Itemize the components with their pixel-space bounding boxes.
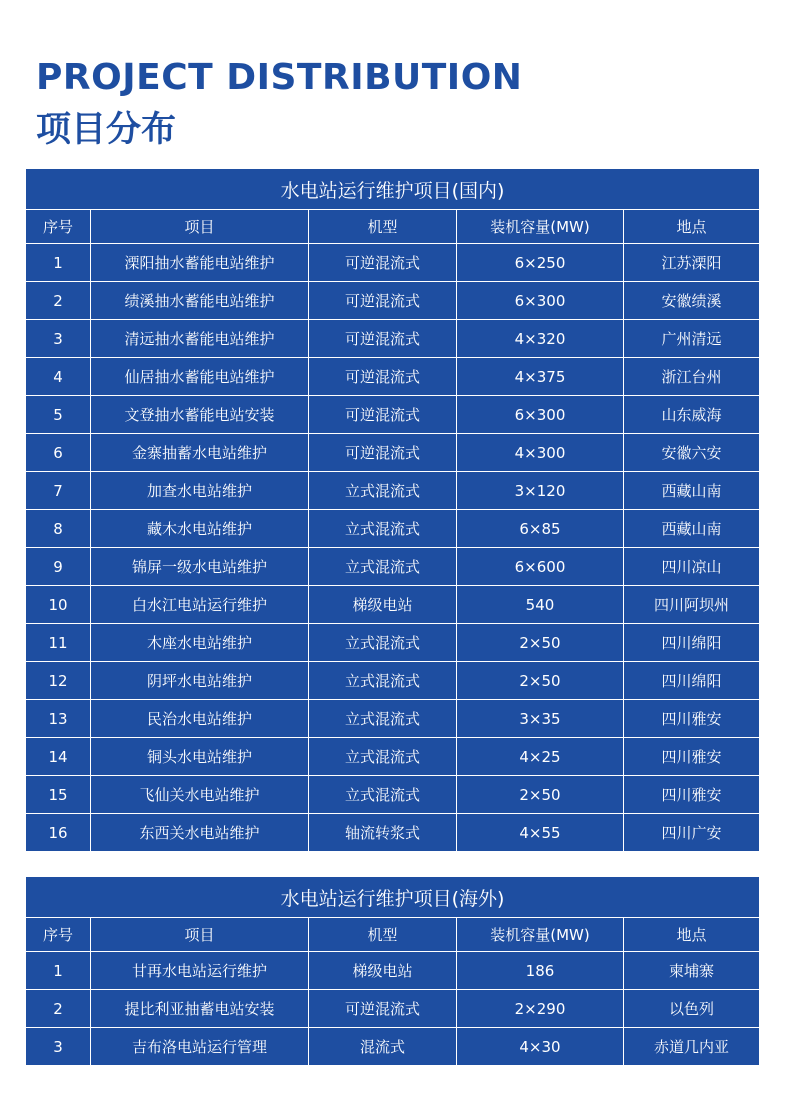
header-row [26,918,760,952]
cell-model: 轴流转浆式 [309,814,457,852]
domestic-projects-table [25,168,759,852]
cell-project: 溧阳抽水蓄能电站维护 [91,244,309,282]
cell-index: 9 [26,548,91,586]
cell-capacity: 4×320 [457,320,624,358]
cell-location: 四川凉山 [624,548,760,586]
cell-model: 立式混流式 [309,700,457,738]
cell-index: 13 [26,700,91,738]
table-title: 水电站运行维护项目(海外) [26,877,760,918]
cell-capacity: 3×120 [457,472,624,510]
cell-model: 可逆混流式 [309,320,457,358]
cell-model: 立式混流式 [309,776,457,814]
table-row [26,776,760,814]
cell-location: 山东威海 [624,396,760,434]
cell-project: 提比利亚抽蓄电站安装 [91,990,309,1028]
table-row [26,990,760,1028]
cell-location: 柬埔寨 [624,952,760,990]
table-row [26,282,760,320]
cell-index: 14 [26,738,91,776]
cell-index: 2 [26,990,91,1028]
cell-location: 四川雅安 [624,700,760,738]
column-header-location: 地点 [624,210,760,244]
cell-location: 浙江台州 [624,358,760,396]
cell-model: 立式混流式 [309,624,457,662]
cell-index: 10 [26,586,91,624]
cell-index: 3 [26,320,91,358]
page-title-cn: 项目分布 [36,110,177,150]
table-row [26,662,760,700]
cell-capacity: 6×300 [457,396,624,434]
cell-capacity: 2×50 [457,624,624,662]
cell-capacity: 4×375 [457,358,624,396]
cell-location: 四川绵阳 [624,624,760,662]
table-row [26,738,760,776]
cell-location: 江苏溧阳 [624,244,760,282]
cell-location: 西藏山南 [624,510,760,548]
cell-capacity: 6×300 [457,282,624,320]
cell-model: 立式混流式 [309,662,457,700]
cell-capacity: 6×600 [457,548,624,586]
table-row [26,548,760,586]
table-row [26,952,760,990]
cell-capacity: 2×50 [457,662,624,700]
table-row [26,472,760,510]
table-row [26,624,760,662]
table-row [26,358,760,396]
cell-project: 白水江电站运行维护 [91,586,309,624]
cell-location: 赤道几内亚 [624,1028,760,1066]
column-header-index: 序号 [26,918,91,952]
cell-project: 木座水电站维护 [91,624,309,662]
cell-model: 可逆混流式 [309,396,457,434]
cell-index: 12 [26,662,91,700]
cell-project: 绩溪抽水蓄能电站维护 [91,282,309,320]
cell-index: 1 [26,952,91,990]
cell-capacity: 4×30 [457,1028,624,1066]
cell-model: 混流式 [309,1028,457,1066]
cell-index: 1 [26,244,91,282]
table-row [26,434,760,472]
cell-model: 可逆混流式 [309,434,457,472]
cell-capacity: 4×25 [457,738,624,776]
cell-location: 广州清远 [624,320,760,358]
cell-model: 立式混流式 [309,510,457,548]
cell-capacity: 2×290 [457,990,624,1028]
cell-index: 5 [26,396,91,434]
cell-model: 可逆混流式 [309,282,457,320]
cell-project: 吉布洛电站运行管理 [91,1028,309,1066]
column-header-index: 序号 [26,210,91,244]
cell-project: 甘再水电站运行维护 [91,952,309,990]
header-row [26,210,760,244]
cell-model: 梯级电站 [309,586,457,624]
cell-project: 飞仙关水电站维护 [91,776,309,814]
cell-project: 清远抽水蓄能电站维护 [91,320,309,358]
cell-project: 锦屏一级水电站维护 [91,548,309,586]
cell-index: 2 [26,282,91,320]
column-header-location: 地点 [624,918,760,952]
column-header-project: 项目 [91,918,309,952]
table-row [26,510,760,548]
cell-location: 四川绵阳 [624,662,760,700]
column-header-model: 机型 [309,918,457,952]
cell-location: 安徽绩溪 [624,282,760,320]
table-row [26,320,760,358]
table-title: 水电站运行维护项目(国内) [26,169,760,210]
cell-location: 四川阿坝州 [624,586,760,624]
cell-location: 四川广安 [624,814,760,852]
cell-capacity: 6×85 [457,510,624,548]
cell-project: 金寨抽蓄水电站维护 [91,434,309,472]
cell-project: 仙居抽水蓄能电站维护 [91,358,309,396]
cell-project: 藏木水电站维护 [91,510,309,548]
overseas-projects-table [25,876,759,1066]
cell-model: 立式混流式 [309,738,457,776]
cell-index: 16 [26,814,91,852]
cell-location: 四川雅安 [624,738,760,776]
cell-model: 立式混流式 [309,548,457,586]
cell-index: 3 [26,1028,91,1066]
cell-location: 西藏山南 [624,472,760,510]
page-title-en: PROJECT DISTRIBUTION [36,57,523,98]
cell-project: 民治水电站维护 [91,700,309,738]
cell-project: 加查水电站维护 [91,472,309,510]
cell-capacity: 6×250 [457,244,624,282]
cell-capacity: 3×35 [457,700,624,738]
cell-capacity: 4×300 [457,434,624,472]
cell-capacity: 2×50 [457,776,624,814]
cell-project: 东西关水电站维护 [91,814,309,852]
cell-location: 四川雅安 [624,776,760,814]
cell-capacity: 186 [457,952,624,990]
cell-project: 铜头水电站维护 [91,738,309,776]
cell-location: 安徽六安 [624,434,760,472]
cell-project: 文登抽水蓄能电站安装 [91,396,309,434]
table-row [26,814,760,852]
cell-model: 可逆混流式 [309,990,457,1028]
table-row [26,586,760,624]
column-header-capacity: 装机容量(MW) [457,210,624,244]
cell-model: 立式混流式 [309,472,457,510]
table-row [26,1028,760,1066]
cell-capacity: 4×55 [457,814,624,852]
cell-index: 7 [26,472,91,510]
cell-model: 可逆混流式 [309,244,457,282]
cell-model: 梯级电站 [309,952,457,990]
cell-index: 4 [26,358,91,396]
cell-location: 以色列 [624,990,760,1028]
cell-project: 阴坪水电站维护 [91,662,309,700]
cell-index: 11 [26,624,91,662]
cell-capacity: 540 [457,586,624,624]
table-row [26,244,760,282]
column-header-project: 项目 [91,210,309,244]
table-row [26,396,760,434]
cell-model: 可逆混流式 [309,358,457,396]
column-header-model: 机型 [309,210,457,244]
cell-index: 6 [26,434,91,472]
column-header-capacity: 装机容量(MW) [457,918,624,952]
table-row [26,700,760,738]
cell-index: 15 [26,776,91,814]
cell-index: 8 [26,510,91,548]
